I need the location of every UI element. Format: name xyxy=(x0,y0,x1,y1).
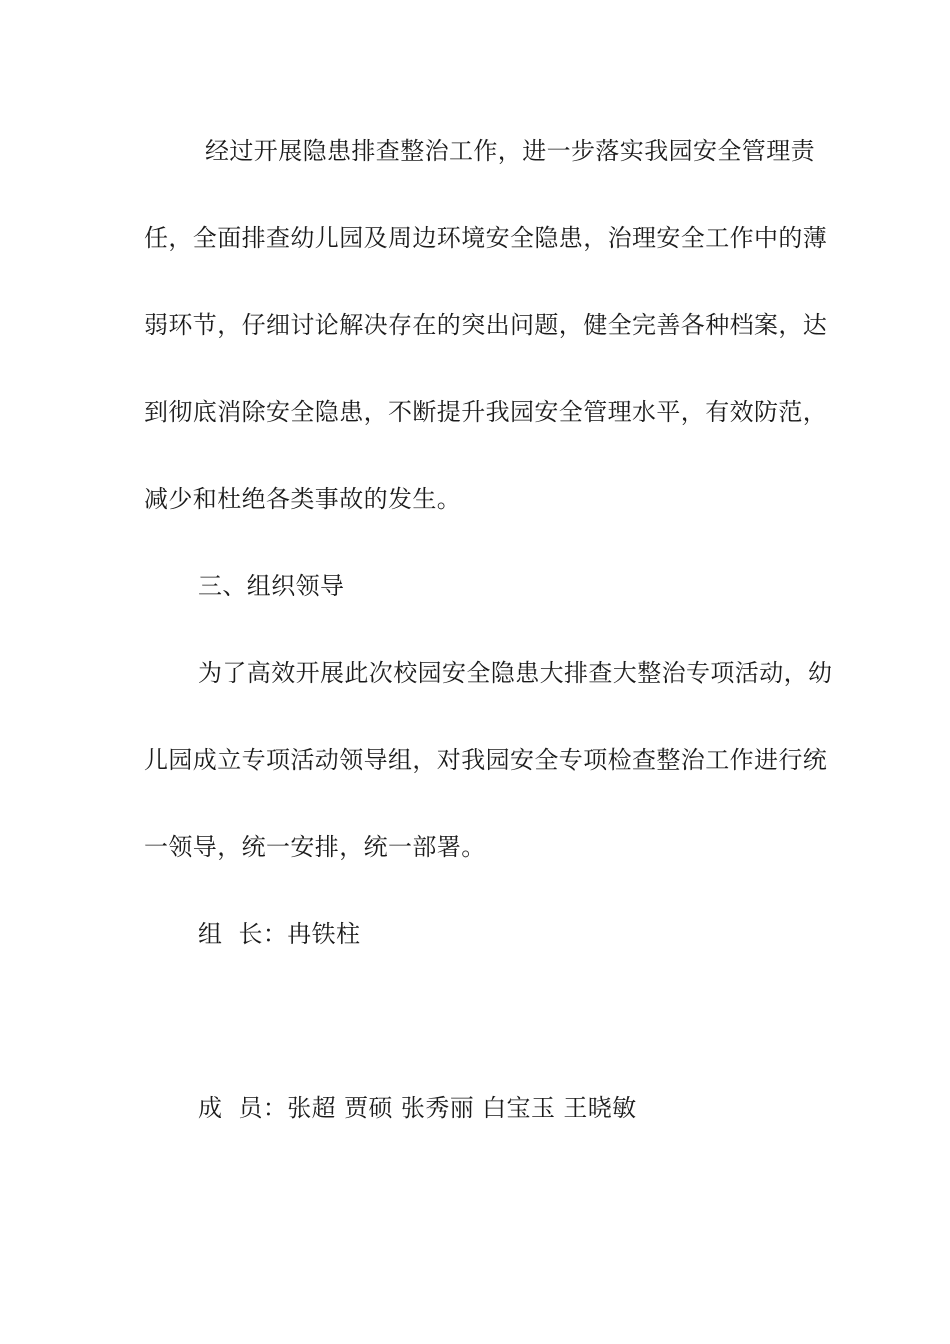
members-line: 成 员：张超 贾硕 张秀丽 白宝玉 王晓敏 xyxy=(198,1094,637,1122)
paragraph-1-line-2: 任，全面排查幼儿园及周边环境安全隐患，治理安全工作中的薄 xyxy=(144,224,828,252)
paragraph-2-line-3: 一领导，统一安排，统一部署。 xyxy=(144,833,486,861)
paragraph-2-line-1: 为了高效开展此次校园安全隐患大排查大整治专项活动，幼 xyxy=(198,659,833,687)
paragraph-1-line-1: 经过开展隐患排查整治工作，进一步落实我园安全管理责 xyxy=(205,137,815,165)
section-heading: 三、组织领导 xyxy=(198,572,345,600)
paragraph-1-line-4: 到彻底消除安全隐患，不断提升我园安全管理水平，有效防范， xyxy=(144,398,828,426)
leader-line: 组 长：冉铁柱 xyxy=(198,920,361,948)
paragraph-1-line-3: 弱环节，仔细讨论解决存在的突出问题，健全完善各种档案，达 xyxy=(144,311,828,339)
paragraph-1-line-5: 减少和杜绝各类事故的发生。 xyxy=(144,485,462,513)
paragraph-2-line-2: 儿园成立专项活动领导组，对我园安全专项检查整治工作进行统 xyxy=(144,746,828,774)
